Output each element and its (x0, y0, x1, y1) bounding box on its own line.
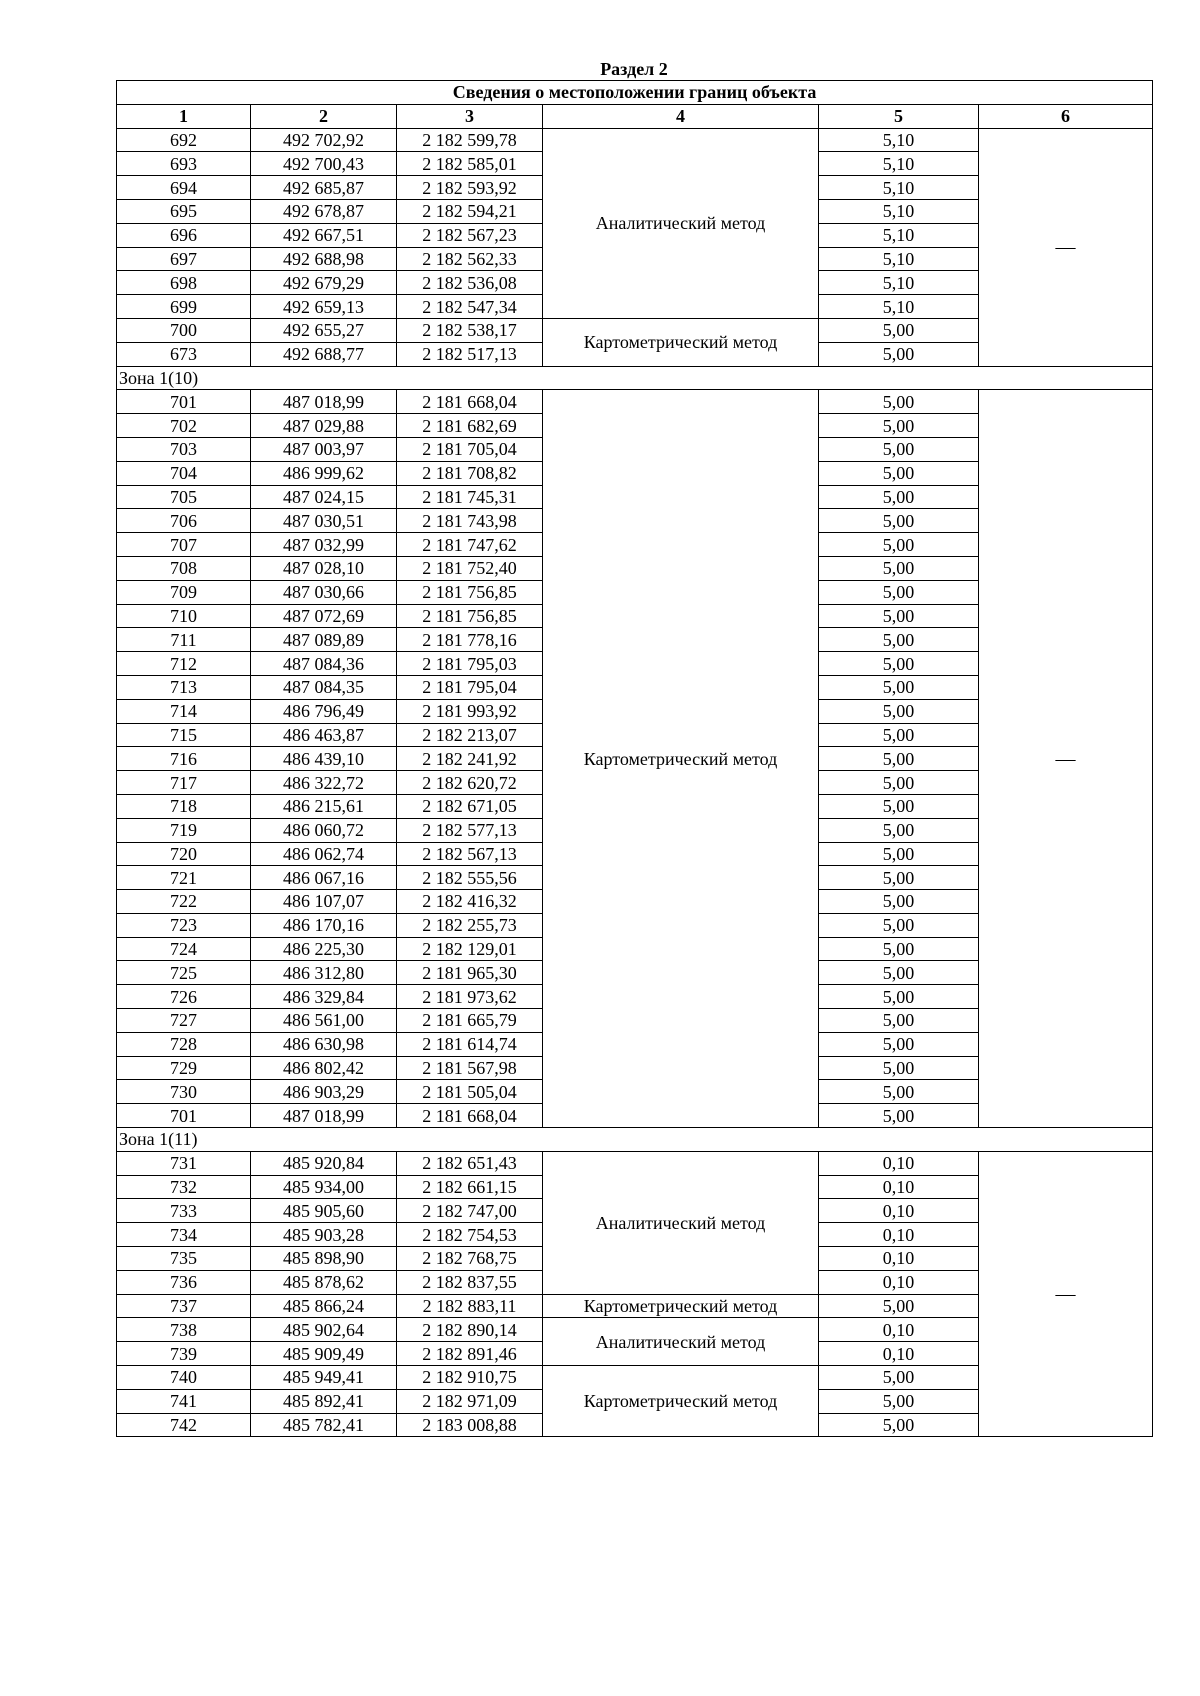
coordinate-x: 485 909,49 (251, 1342, 397, 1366)
point-number: 703 (117, 437, 251, 461)
accuracy-value: 0,10 (819, 1223, 979, 1247)
point-number: 723 (117, 913, 251, 937)
accuracy-value: 5,00 (819, 1104, 979, 1128)
coordinate-y: 2 181 745,31 (397, 485, 543, 509)
coordinate-x: 486 802,42 (251, 1056, 397, 1080)
accuracy-value: 5,00 (819, 390, 979, 414)
method-cell: Картометрический метод (543, 1294, 819, 1318)
coordinate-y: 2 182 567,23 (397, 223, 543, 247)
point-number: 717 (117, 771, 251, 795)
accuracy-value: 5,00 (819, 556, 979, 580)
coordinate-y: 2 182 536,08 (397, 271, 543, 295)
section-title: Раздел 2 (600, 59, 668, 79)
coordinate-y: 2 181 614,74 (397, 1032, 543, 1056)
coordinate-y: 2 181 567,98 (397, 1056, 543, 1080)
accuracy-value: 5,00 (819, 342, 979, 366)
coordinate-x: 486 322,72 (251, 771, 397, 795)
point-number: 742 (117, 1413, 251, 1437)
accuracy-value: 5,10 (819, 128, 979, 152)
coordinate-y: 2 182 768,75 (397, 1247, 543, 1271)
coordinate-y: 2 182 213,07 (397, 723, 543, 747)
point-number: 738 (117, 1318, 251, 1342)
point-number: 735 (117, 1247, 251, 1271)
point-number: 702 (117, 414, 251, 438)
point-number: 719 (117, 818, 251, 842)
coordinate-y: 2 183 008,88 (397, 1413, 543, 1437)
coordinate-y: 2 182 577,13 (397, 818, 543, 842)
coordinate-x: 485 920,84 (251, 1151, 397, 1175)
coordinate-y: 2 181 682,69 (397, 414, 543, 438)
point-number: 701 (117, 1104, 251, 1128)
point-number: 737 (117, 1294, 251, 1318)
column-header: 3 (397, 104, 543, 128)
coordinate-y: 2 182 971,09 (397, 1389, 543, 1413)
point-number: 716 (117, 747, 251, 771)
coordinate-x: 485 782,41 (251, 1413, 397, 1437)
point-number: 729 (117, 1056, 251, 1080)
coordinate-x: 486 796,49 (251, 699, 397, 723)
coordinate-x: 485 949,41 (251, 1366, 397, 1390)
point-number: 734 (117, 1223, 251, 1247)
point-number: 730 (117, 1080, 251, 1104)
table-caption: Сведения о местоположении границ объекта (117, 81, 1153, 105)
coordinate-y: 2 182 891,46 (397, 1342, 543, 1366)
accuracy-value: 0,10 (819, 1247, 979, 1271)
accuracy-value: 5,10 (819, 247, 979, 271)
coordinate-x: 485 898,90 (251, 1247, 397, 1271)
column-header: 5 (819, 104, 979, 128)
accuracy-value: 5,00 (819, 1294, 979, 1318)
accuracy-value: 5,00 (819, 461, 979, 485)
coordinate-x: 486 312,80 (251, 961, 397, 985)
accuracy-value: 5,00 (819, 842, 979, 866)
column-header: 6 (979, 104, 1153, 128)
accuracy-value: 5,10 (819, 199, 979, 223)
accuracy-value: 5,00 (819, 1056, 979, 1080)
column-header: 1 (117, 104, 251, 128)
coordinate-y: 2 181 665,79 (397, 1009, 543, 1033)
coordinate-y: 2 181 747,62 (397, 533, 543, 557)
method-cell: Аналитический метод (543, 1151, 819, 1294)
coordinate-y: 2 181 505,04 (397, 1080, 543, 1104)
coordinate-x: 485 903,28 (251, 1223, 397, 1247)
accuracy-value: 5,00 (819, 652, 979, 676)
coordinate-y: 2 181 973,62 (397, 985, 543, 1009)
point-number: 700 (117, 318, 251, 342)
coordinate-x: 486 561,00 (251, 1009, 397, 1033)
point-number: 715 (117, 723, 251, 747)
point-number: 693 (117, 152, 251, 176)
point-number: 725 (117, 961, 251, 985)
point-number: 713 (117, 675, 251, 699)
accuracy-value: 5,00 (819, 866, 979, 890)
point-number: 696 (117, 223, 251, 247)
point-number: 739 (117, 1342, 251, 1366)
accuracy-value: 5,00 (819, 961, 979, 985)
coordinate-x: 485 878,62 (251, 1270, 397, 1294)
coordinate-y: 2 181 708,82 (397, 461, 543, 485)
point-number: 705 (117, 485, 251, 509)
coordinate-x: 486 903,29 (251, 1080, 397, 1104)
point-number: 726 (117, 985, 251, 1009)
accuracy-value: 5,00 (819, 1032, 979, 1056)
coordinate-y: 2 182 747,00 (397, 1199, 543, 1223)
coordinate-x: 486 062,74 (251, 842, 397, 866)
coordinate-y: 2 181 795,04 (397, 675, 543, 699)
coordinate-y: 2 182 416,32 (397, 890, 543, 914)
coordinate-x: 486 225,30 (251, 937, 397, 961)
accuracy-value: 5,00 (819, 699, 979, 723)
coordinate-x: 486 439,10 (251, 747, 397, 771)
coordinate-x: 486 067,16 (251, 866, 397, 890)
accuracy-value: 0,10 (819, 1342, 979, 1366)
coordinate-x: 492 678,87 (251, 199, 397, 223)
coordinate-x: 486 107,07 (251, 890, 397, 914)
coordinate-y: 2 182 567,13 (397, 842, 543, 866)
coordinate-y: 2 182 255,73 (397, 913, 543, 937)
coordinate-y: 2 182 651,43 (397, 1151, 543, 1175)
coordinate-x: 487 030,66 (251, 580, 397, 604)
accuracy-value: 0,10 (819, 1270, 979, 1294)
accuracy-value: 5,00 (819, 485, 979, 509)
accuracy-value: 5,00 (819, 604, 979, 628)
coordinate-y: 2 181 743,98 (397, 509, 543, 533)
accuracy-value: 0,10 (819, 1151, 979, 1175)
accuracy-value: 5,00 (819, 1080, 979, 1104)
coordinate-y: 2 182 585,01 (397, 152, 543, 176)
coordinate-x: 487 028,10 (251, 556, 397, 580)
table-caption-row (117, 81, 1153, 105)
table-row (117, 390, 1153, 414)
boundary-table (116, 80, 1153, 1437)
point-number: 718 (117, 794, 251, 818)
point-number: 728 (117, 1032, 251, 1056)
coordinate-x: 485 902,64 (251, 1318, 397, 1342)
accuracy-value: 5,00 (819, 771, 979, 795)
point-number: 692 (117, 128, 251, 152)
coordinate-x: 487 072,69 (251, 604, 397, 628)
accuracy-value: 5,10 (819, 271, 979, 295)
coordinate-y: 2 182 129,01 (397, 937, 543, 961)
coordinate-x: 492 679,29 (251, 271, 397, 295)
accuracy-value: 5,10 (819, 223, 979, 247)
point-number: 698 (117, 271, 251, 295)
method-cell: Аналитический метод (543, 128, 819, 318)
coordinate-y: 2 182 241,92 (397, 747, 543, 771)
zone-row (117, 366, 1153, 390)
coordinate-x: 487 018,99 (251, 390, 397, 414)
coordinate-y: 2 181 705,04 (397, 437, 543, 461)
coordinate-x: 486 999,62 (251, 461, 397, 485)
coordinate-y: 2 182 562,33 (397, 247, 543, 271)
coordinate-y: 2 181 756,85 (397, 580, 543, 604)
accuracy-value: 5,00 (819, 437, 979, 461)
coordinate-x: 486 329,84 (251, 985, 397, 1009)
accuracy-value: 0,10 (819, 1175, 979, 1199)
coordinate-x: 485 892,41 (251, 1389, 397, 1413)
coordinate-y: 2 181 752,40 (397, 556, 543, 580)
accuracy-value: 5,00 (819, 580, 979, 604)
accuracy-value: 5,00 (819, 509, 979, 533)
method-cell: Аналитический метод (543, 1318, 819, 1366)
coordinate-y: 2 182 599,78 (397, 128, 543, 152)
accuracy-value: 5,00 (819, 818, 979, 842)
coordinate-y: 2 182 890,14 (397, 1318, 543, 1342)
accuracy-value: 5,00 (819, 723, 979, 747)
coordinate-x: 492 700,43 (251, 152, 397, 176)
point-number: 740 (117, 1366, 251, 1390)
point-number: 727 (117, 1009, 251, 1033)
coordinate-x: 492 655,27 (251, 318, 397, 342)
point-number: 673 (117, 342, 251, 366)
coordinate-y: 2 182 883,11 (397, 1294, 543, 1318)
point-number: 711 (117, 628, 251, 652)
zone-label: Зона 1(11) (117, 1128, 1153, 1152)
coordinate-x: 485 866,24 (251, 1294, 397, 1318)
column6-dash: — (979, 1151, 1153, 1437)
coordinate-y: 2 182 547,34 (397, 295, 543, 319)
coordinate-y: 2 181 756,85 (397, 604, 543, 628)
coordinate-x: 492 688,98 (251, 247, 397, 271)
point-number: 701 (117, 390, 251, 414)
coordinate-x: 487 024,15 (251, 485, 397, 509)
accuracy-value: 5,00 (819, 533, 979, 557)
point-number: 708 (117, 556, 251, 580)
method-cell: Картометрический метод (543, 390, 819, 1128)
coordinate-y: 2 182 538,17 (397, 318, 543, 342)
zone-label: Зона 1(10) (117, 366, 1153, 390)
point-number: 706 (117, 509, 251, 533)
coordinate-y: 2 181 668,04 (397, 390, 543, 414)
accuracy-value: 5,00 (819, 1413, 979, 1437)
coordinate-x: 485 905,60 (251, 1199, 397, 1223)
coordinate-x: 486 630,98 (251, 1032, 397, 1056)
accuracy-value: 5,00 (819, 913, 979, 937)
coordinate-y: 2 182 593,92 (397, 176, 543, 200)
accuracy-value: 5,00 (819, 1389, 979, 1413)
coordinate-y: 2 182 910,75 (397, 1366, 543, 1390)
accuracy-value: 5,00 (819, 985, 979, 1009)
column6-dash: — (979, 390, 1153, 1128)
coordinate-x: 487 089,89 (251, 628, 397, 652)
coordinate-x: 486 170,16 (251, 913, 397, 937)
point-number: 699 (117, 295, 251, 319)
coordinate-y: 2 182 661,15 (397, 1175, 543, 1199)
coordinate-x: 486 060,72 (251, 818, 397, 842)
coordinate-x: 492 659,13 (251, 295, 397, 319)
point-number: 697 (117, 247, 251, 271)
table-row (117, 1151, 1153, 1175)
point-number: 720 (117, 842, 251, 866)
point-number: 695 (117, 199, 251, 223)
point-number: 707 (117, 533, 251, 557)
column6-dash: — (979, 128, 1153, 366)
accuracy-value: 5,00 (819, 675, 979, 699)
point-number: 712 (117, 652, 251, 676)
column-header-row (117, 104, 1153, 128)
accuracy-value: 5,10 (819, 295, 979, 319)
point-number: 721 (117, 866, 251, 890)
coordinate-x: 487 032,99 (251, 533, 397, 557)
coordinate-x: 486 215,61 (251, 794, 397, 818)
accuracy-value: 5,00 (819, 890, 979, 914)
coordinate-x: 487 018,99 (251, 1104, 397, 1128)
column-header: 4 (543, 104, 819, 128)
coordinate-y: 2 182 754,53 (397, 1223, 543, 1247)
point-number: 732 (117, 1175, 251, 1199)
coordinate-y: 2 181 993,92 (397, 699, 543, 723)
accuracy-value: 5,00 (819, 747, 979, 771)
coordinate-y: 2 181 795,03 (397, 652, 543, 676)
zone-row (117, 1128, 1153, 1152)
point-number: 694 (117, 176, 251, 200)
point-number: 714 (117, 699, 251, 723)
point-number: 741 (117, 1389, 251, 1413)
point-number: 722 (117, 890, 251, 914)
method-cell: Картометрический метод (543, 318, 819, 366)
accuracy-value: 0,10 (819, 1199, 979, 1223)
accuracy-value: 5,10 (819, 152, 979, 176)
coordinate-x: 492 685,87 (251, 176, 397, 200)
point-number: 736 (117, 1270, 251, 1294)
coordinate-x: 487 030,51 (251, 509, 397, 533)
coordinate-x: 487 084,36 (251, 652, 397, 676)
coordinate-y: 2 181 965,30 (397, 961, 543, 985)
accuracy-value: 5,00 (819, 1366, 979, 1390)
coordinate-y: 2 182 837,55 (397, 1270, 543, 1294)
accuracy-value: 5,00 (819, 937, 979, 961)
accuracy-value: 5,00 (819, 794, 979, 818)
coordinate-y: 2 182 620,72 (397, 771, 543, 795)
coordinate-x: 485 934,00 (251, 1175, 397, 1199)
coordinate-y: 2 182 594,21 (397, 199, 543, 223)
method-cell: Картометрический метод (543, 1366, 819, 1437)
coordinate-x: 487 003,97 (251, 437, 397, 461)
point-number: 704 (117, 461, 251, 485)
accuracy-value: 5,00 (819, 318, 979, 342)
accuracy-value: 5,00 (819, 414, 979, 438)
coordinate-y: 2 181 778,16 (397, 628, 543, 652)
coordinate-x: 487 084,35 (251, 675, 397, 699)
point-number: 709 (117, 580, 251, 604)
coordinate-x: 492 702,92 (251, 128, 397, 152)
accuracy-value: 5,00 (819, 1009, 979, 1033)
coordinate-x: 486 463,87 (251, 723, 397, 747)
point-number: 733 (117, 1199, 251, 1223)
coordinate-x: 492 667,51 (251, 223, 397, 247)
accuracy-value: 5,10 (819, 176, 979, 200)
column-header: 2 (251, 104, 397, 128)
point-number: 724 (117, 937, 251, 961)
point-number: 731 (117, 1151, 251, 1175)
coordinate-x: 492 688,77 (251, 342, 397, 366)
coordinate-y: 2 182 671,05 (397, 794, 543, 818)
accuracy-value: 5,00 (819, 628, 979, 652)
coordinate-y: 2 182 555,56 (397, 866, 543, 890)
table-row (117, 128, 1153, 152)
point-number: 710 (117, 604, 251, 628)
coordinate-x: 487 029,88 (251, 414, 397, 438)
accuracy-value: 0,10 (819, 1318, 979, 1342)
coordinate-y: 2 181 668,04 (397, 1104, 543, 1128)
coordinate-y: 2 182 517,13 (397, 342, 543, 366)
